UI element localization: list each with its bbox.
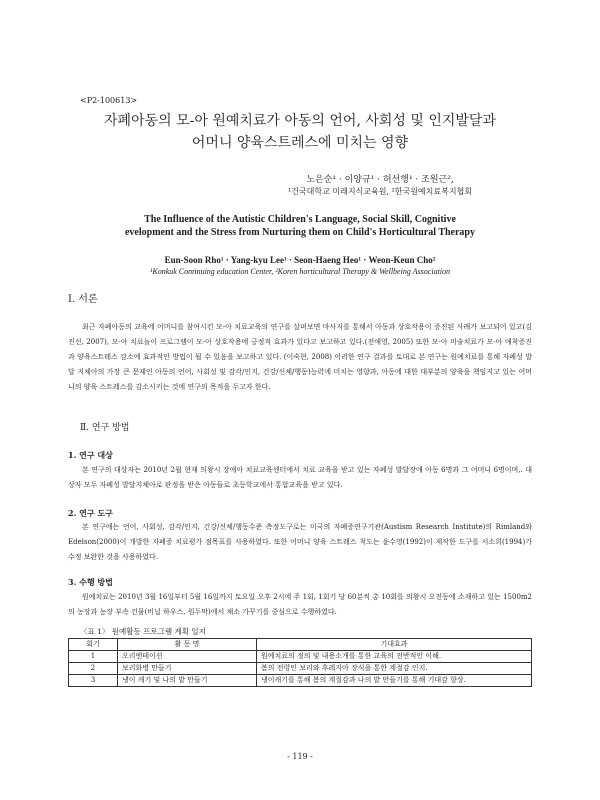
table-caption: 〈표 1〉 원예활동 프로그램 계획 일지 [80,627,206,636]
table-cell-session: 1 [69,651,118,663]
subsection-3-heading: 3. 수행 방법 [68,577,113,587]
table-cell-session: 2 [69,663,118,675]
table-row [69,663,532,675]
intro-paragraph: 최근 자폐아동의 교육에 어머니를 참여시킨 모-아 치료교육의 연구를 살펴보면 마사지를 통해서 아동과 상호작용이 증진된 사례가 보고되어 있고(김진선, 2007), 모-아 치료놀이 프로그램이 모-아 상호작용에 긍정적 효과가 있다고 보고하고 있다.(전애영, 2005) 또한 모-아 미술치료가 모-아 애착증진과 양육스트레스 감소에 효과적인 방법이 될 수 있음을 보고하고 있다. (이숙현, 2008) 이러한 연구 결과를 토대로 본 연구는 원예치료를 통해 자폐성 발달 지체아의 가장 큰 문제인 아동의 언어, 사회성 및 감각/인지, 건강/신체/행동)능력에 미치는 영향과, 아동에 대한 대부분의 양육을 책임지고 있는 어머니의 양육 스트레스를 감소시키는 것에 연구의 목적을 두고자 한다. [68,323,532,391]
page-number: - 119 - [287,752,313,761]
table-header-effect: 기대효과 [257,639,532,651]
subsection-1-paragraph: 본 연구의 대상자는 2010년 2월 현재 의왕시 장애아 치료교육센터에서 치료 교육을 받고 있는 자폐성 발달장애 아동 6명과 그 어머니 6명이며,. 대상자 모두 자폐성 발달지체아로 판정을 받은 아동들로 초등학교에서 통합교육을 받고 있다. [68,466,532,489]
intro-heading: Ⅰ. 서론 [68,294,98,305]
table-cell-effect: 원예치료의 정의 및 내용소개를 통한 교육의 전반적인 이해. [257,651,532,663]
table-row [69,675,532,687]
methods-heading: Ⅱ. 연구 방법 [80,423,130,433]
program-schedule-table [68,638,532,687]
english-affiliations: ¹Konkuk Continuing education Center, ²Koren horticultural Therapy & Wellbeing Association [149,267,451,276]
korean-title-line2: 어머니 양육스트레스에 미치는 영향 [191,135,409,151]
korean-affiliations: ¹건국대학교 미래지식교육원, ²한국원예치료복지협회 [287,187,473,196]
english-title-line2: evelopment and the Stress from Nurturing them on Child's Horticultural Therapy [124,227,475,238]
table-cell-activity: 오리엔테이션 [118,651,257,663]
table-header-activity: 활 동 명 [118,639,257,651]
korean-title-line1: 자폐아동의 모-아 원예치료가 아동의 언어, 사회성 및 인지발달과 [104,113,496,129]
korean-authors: 노은순¹ · 이양규¹ · 허선행¹ · 조원근², [306,175,454,185]
paper-code: <P2-100613> [80,96,138,105]
subsection-3-paragraph: 원예치료는 2010년 3월 16일부터 5월 16일까지 토요일 오후 2시에 주 1회, 1회기 당 60분씩 총 10회를 의왕시 오전동에 소재하고 있는 1500m2 의 농장과 농장 부속 건물(비닐 하우스, 원두막)에서 채소 가꾸기를 중심으로 수행하였다. [68,593,532,616]
table-cell-activity: 보리화병 만들기 [118,663,257,675]
english-authors: Eun-Soon Rho¹ · Yang-kyu Lee¹ · Seon-Haeng Heo¹ · Weon-Keun Cho² [164,255,436,265]
table-row [69,651,532,663]
table-cell-effect: 봄의 전령인 보리와 후레지아 장식을 통한 계절감 인지. [257,663,532,675]
subsection-1-heading: 1. 연구 대상 [68,450,113,460]
subsection-2-paragraph: 본 연구에는 언어, 사회성, 감각/인지, 건강/신체/행동수준 측정도구로는 미국의 자폐증연구기관(Austism Research Institute)의 Rimland와 Edelson(2000)이 개발한 자폐증 치료평가 점목표를 사용하였다. 또한 어머니 양육 스트레스 척도는 윤수영(1992)이 제작한 도구를 서소희(1994)가 수정 보완한 것을 사용하였다. [68,523,532,561]
table-cell-activity: 냉이 캐기 및 나의 밭 만들기 [118,675,257,687]
table-cell-session: 3 [69,675,118,687]
table-header-row [69,639,532,651]
english-title-line1: The Influence of the Autistic Children's Language, Social Skill, Cognitive [144,214,456,225]
table-header-session: 회기 [69,639,118,651]
subsection-2-heading: 2. 연구 도구 [68,508,113,518]
table-cell-effect: 냉이캐기를 통해 봄의 계절감과 나의 밭 만들기를 통해 기대감 향상. [257,675,532,687]
